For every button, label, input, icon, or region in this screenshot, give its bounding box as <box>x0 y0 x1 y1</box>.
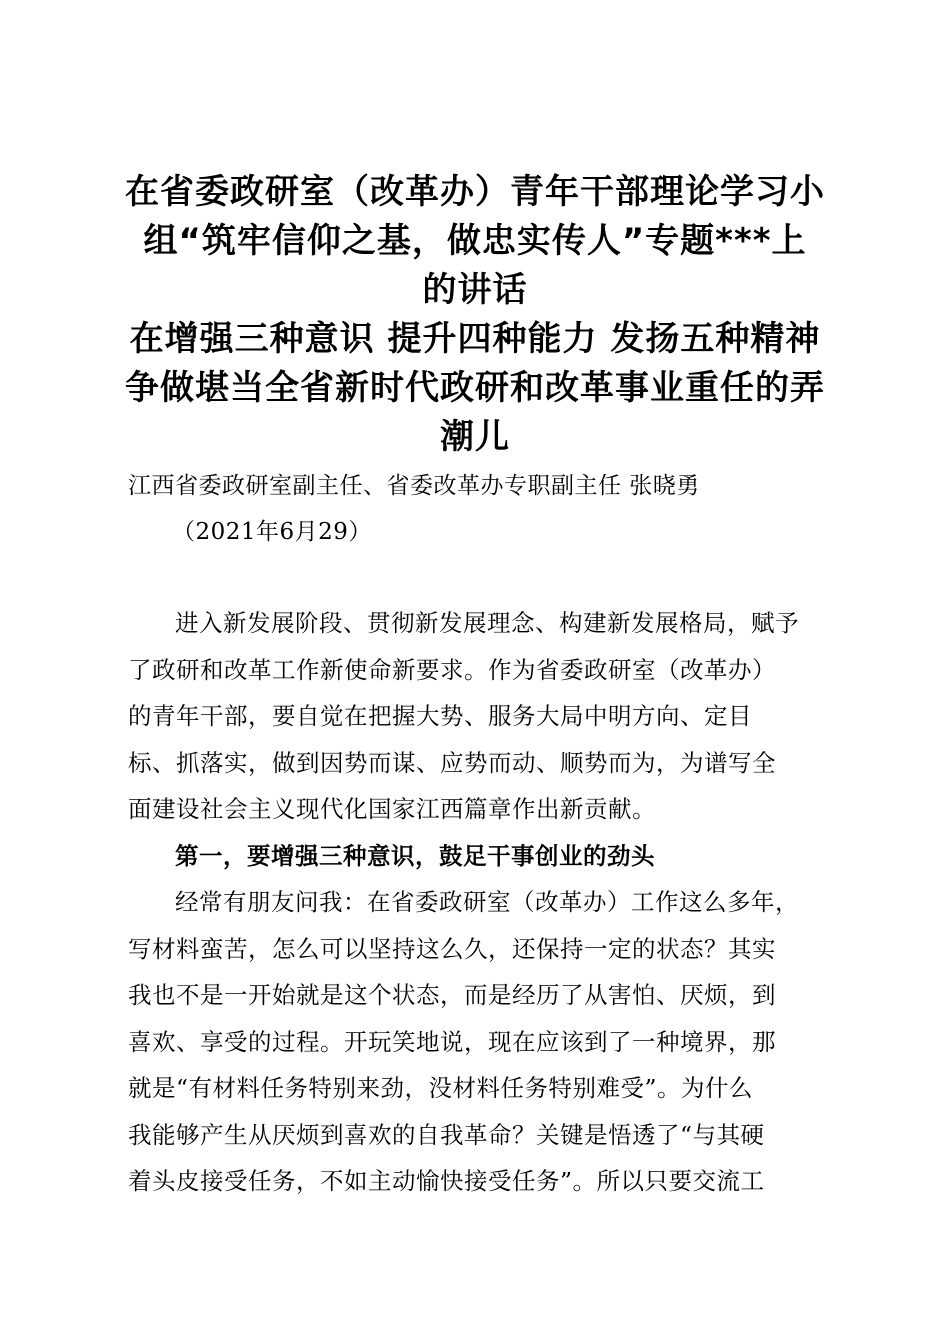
paragraph-line: 着头皮接受任务，不如主动愉快接受任务”。所以只要交流工 <box>128 1167 765 1195</box>
paragraph-line: 就是“有材料任务特别来劲，没材料任务特别难受”。为什么 <box>128 1074 754 1102</box>
subtitle-line: 潮儿 <box>440 417 510 457</box>
paragraph-line: 的青年干部，要自觉在把握大势、服务大局中明方向、定目 <box>128 702 752 730</box>
subtitle-line: 争做堪当全省新时代政研和改革事业重任的弄 <box>125 368 825 408</box>
body-text <box>128 600 828 1205</box>
title-line: 组“筑牢信仰之基，做忠实传人”专题***上 <box>143 221 807 261</box>
date-line: （2021年6月29） <box>172 519 372 545</box>
subtitle-line: 在增强三种意识 提升四种能力 发扬五种精神 <box>129 319 821 359</box>
paragraph-line: 喜欢、享受的过程。开玩笑地说，现在应该到了一种境界，那 <box>128 1027 776 1056</box>
title-line: 的讲话 <box>422 270 528 310</box>
paragraph-line: 了政研和改革工作新使命新要求。作为省委政研室（改革办） <box>128 655 776 684</box>
paragraph-line: 面建设社会主义现代化国家江西篇章作出新贡献。 <box>128 795 656 823</box>
section-heading: 第一，要增强三种意识，鼓足干事创业的劲头 <box>175 841 655 870</box>
author-line: 江西省委政研室副主任、省委改革办专职副主任 张晓勇 <box>128 473 700 499</box>
paragraph-line: 我也不是一开始就是这个状态，而是经历了从害怕、厌烦，到 <box>128 981 776 1009</box>
paragraph-line: 经常有朋友问我：在省委政研室（改革办）工作这么多年， <box>175 888 799 916</box>
paragraph-line: 我能够产生从厌烦到喜欢的自我革命？关键是悟透了“与其硬 <box>128 1120 765 1149</box>
document-title <box>110 168 840 462</box>
paragraph-line: 写材料蛮苦，怎么可以坚持这么久，还保持一定的状态？其实 <box>128 934 776 963</box>
paragraph-line: 标、抓落实，做到因势而谋、应势而动、顺势而为，为谱写全 <box>128 748 776 777</box>
paragraph-line: 进入新发展阶段、贯彻新发展理念、构建新发展格局，赋予 <box>175 609 799 637</box>
title-line: 在省委政研室（改革办）青年干部理论学习小 <box>125 172 825 212</box>
